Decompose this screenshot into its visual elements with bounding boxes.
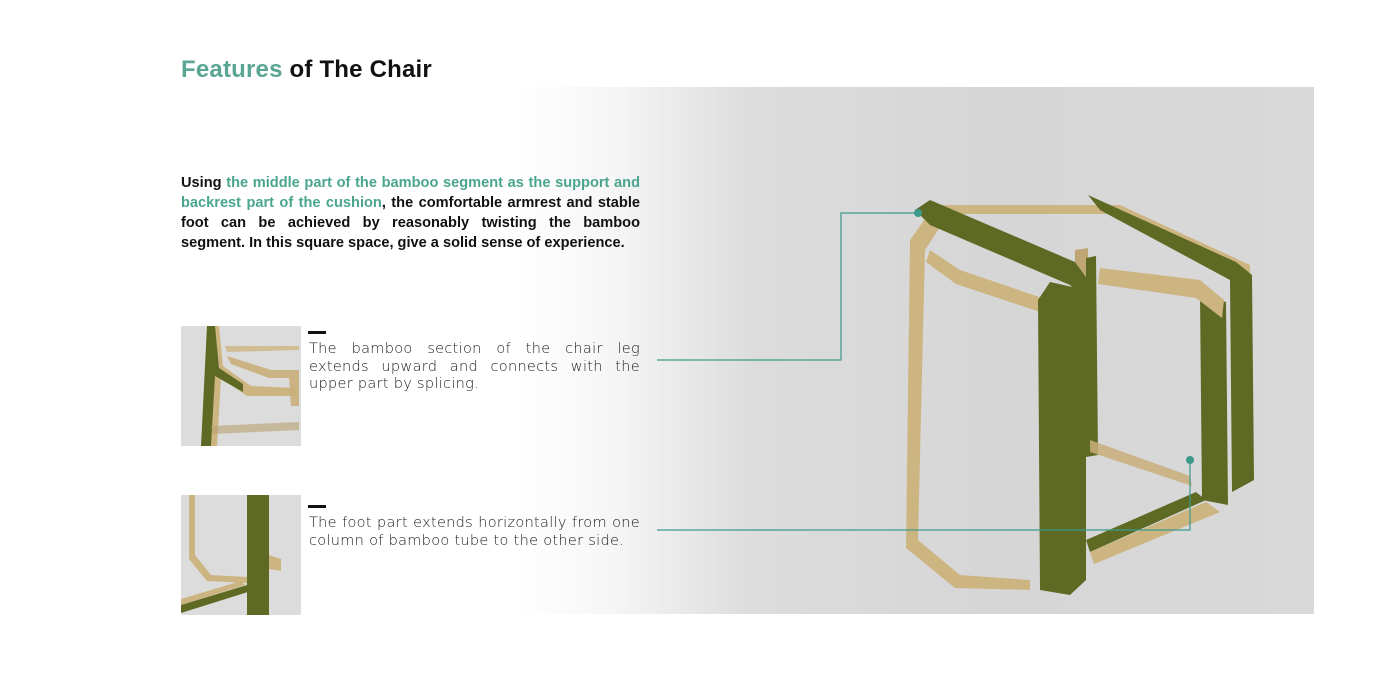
rear-foot-rail — [1090, 440, 1192, 486]
right-front-leg — [1200, 295, 1228, 505]
callout-line-1 — [657, 213, 918, 360]
back-leg-green — [1086, 256, 1098, 457]
title-rest: of The Chair — [282, 56, 432, 83]
intro-lead: Using — [181, 175, 227, 191]
intro-tail: , the comfortable armrest and stable foot can be achieved by reasonably twisting the bamboo segment. In this square space, give a solid sense of experience. — [181, 195, 640, 251]
callout-dot-1 — [914, 209, 922, 217]
right-armrest-green — [1088, 195, 1254, 492]
feature-2-caption: The foot part extends horizontally from one column of bamboo tube to the other side. — [309, 515, 640, 549]
left-frame-wood — [906, 205, 1030, 590]
feature-1-caption: The bamboo section of the chair leg extends upward and connects with the upper part by splicing. — [309, 341, 640, 392]
intro-highlight: the middle part of the bamboo segment as the support and backrest part of the cushion — [181, 175, 641, 211]
callout-line-2 — [657, 460, 1190, 530]
title-accent: Features — [181, 56, 283, 83]
front-leg — [1038, 282, 1086, 595]
callout-dot-2 — [1186, 456, 1194, 464]
